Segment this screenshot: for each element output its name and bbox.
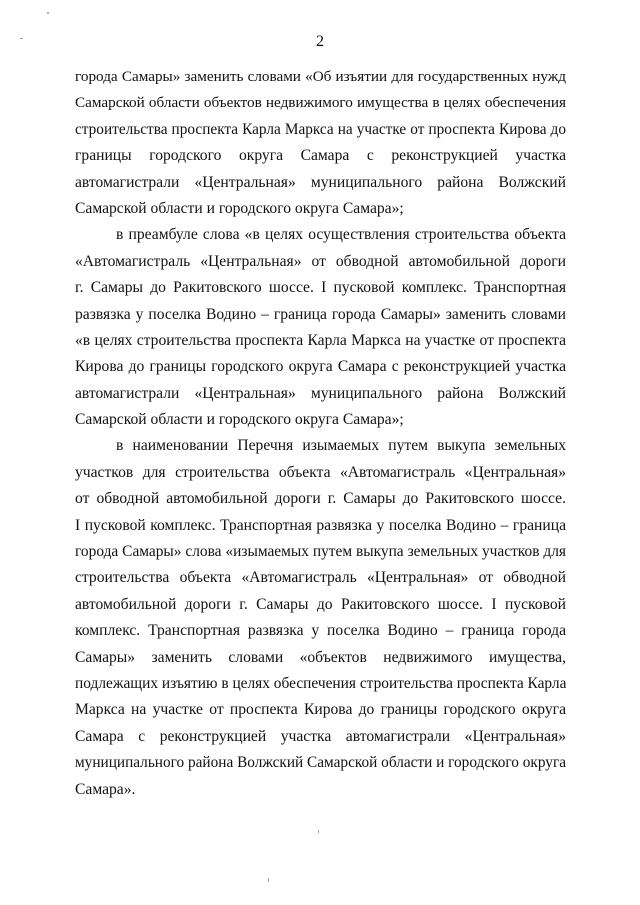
text-line: границы городского округа Самара с реконструкцией участка xyxy=(75,147,566,165)
scan-speck xyxy=(318,830,319,833)
text-line: Самарской области и городского округа Самара»; xyxy=(75,411,404,429)
text-line: Кирова до границы городского округа Самара с реконструкцией участка xyxy=(75,358,566,376)
text-line: комплекс. Транспортная развязка у поселка Водино – граница города xyxy=(75,622,566,640)
text-line: «в целях строительства проспекта Карла Маркса на участке от проспекта xyxy=(75,331,566,349)
text-line: г. Самары до Ракитовского шоссе. I пусковой комплекс. Транспортная xyxy=(75,279,566,297)
text-line: Самары» заменить словами «объектов недвижимого имущества, xyxy=(75,648,566,666)
text-line: в наименовании Перечня изымаемых путем выкупа земельных xyxy=(116,437,566,455)
text-line: автомагистрали «Центральная» муниципального района Волжский xyxy=(75,384,566,402)
paragraph-3 xyxy=(75,433,566,802)
page-number: 2 xyxy=(316,33,324,50)
paragraph-1 xyxy=(75,64,566,222)
text-line: «Автомагистраль «Центральная» от обводной автомобильной дороги xyxy=(75,252,566,270)
text-line: города Самары» заменить словами «Об изъятии для государственных нужд xyxy=(75,68,566,85)
text-line: Маркса на участке от проспекта Кирова до границы городского округа xyxy=(75,701,566,719)
text-line: от обводной автомобильной дороги г. Самары до Ракитовского шоссе. xyxy=(75,490,566,508)
text-line: Самарской области и городского округа Самара»; xyxy=(75,199,404,217)
text-line: автомобильной дороги г. Самары до Ракитовского шоссе. I пусковой xyxy=(75,595,566,613)
scan-speck xyxy=(268,878,269,882)
text-line: подлежащих изъятию в целях обеспечения строительства проспекта Карла xyxy=(75,674,566,692)
text-line: автомагистрали «Центральная» муниципального района Волжский xyxy=(75,173,566,191)
paragraph-2 xyxy=(75,222,566,433)
text-line: строительства проспекта Карла Маркса на участке от проспекта Кирова до xyxy=(75,120,566,138)
text-line: строительства объекта «Автомагистраль «Центральная» от обводной xyxy=(75,569,566,587)
text-line: развязка у поселка Водино – граница города Самары» заменить словами xyxy=(75,305,566,323)
text-line: города Самары» слова «изымаемых путем выкупа земельных участков для xyxy=(75,543,566,561)
document-body xyxy=(75,64,566,803)
text-line: участков для строительства объекта «Автомагистраль «Центральная» xyxy=(75,463,566,481)
text-line: муниципального района Волжский Самарской области и городского округа xyxy=(75,754,566,772)
text-line: в преамбуле слова «в целях осуществления строительства объекта xyxy=(116,226,566,244)
text-line: Самара с реконструкцией участка автомагистрали «Центральная» xyxy=(75,727,566,745)
text-line: I пусковой комплекс. Транспортная развязка у поселка Водино – граница xyxy=(75,516,566,534)
scan-speck xyxy=(47,12,49,14)
scan-speck xyxy=(20,38,23,39)
text-line: Самарской области объектов недвижимого имущества в целях обеспечения xyxy=(75,94,566,112)
text-line: Самара». xyxy=(75,780,136,798)
